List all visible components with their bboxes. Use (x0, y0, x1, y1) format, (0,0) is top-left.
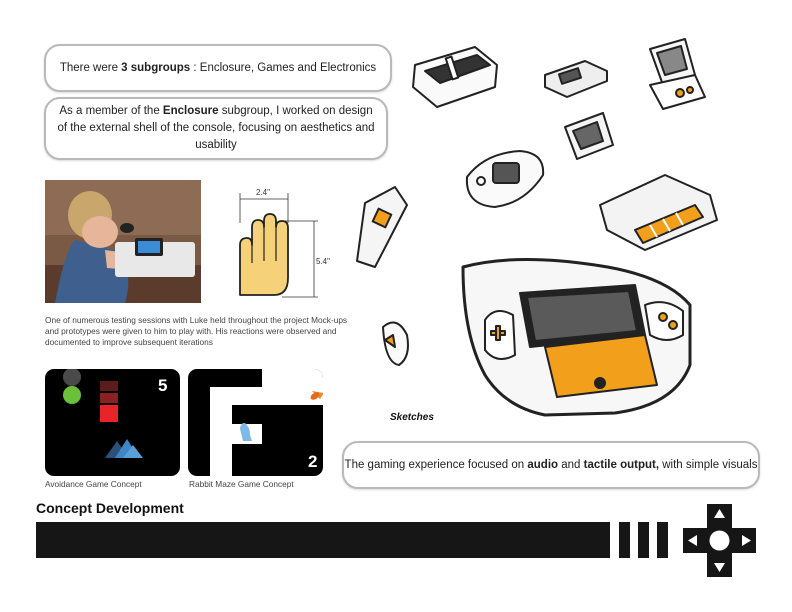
subgroups-text-after: : Enclosure, Games and Electronics (190, 61, 377, 74)
footer-stripe (657, 522, 668, 558)
avoidance-game-label: Avoidance Game Concept (45, 479, 142, 489)
enclosure-text-bold: Enclosure (162, 105, 219, 117)
footer-stripe (638, 522, 649, 558)
hand-width-label: 2.4" (256, 188, 270, 197)
rabbit-maze-game-label: Rabbit Maze Game Concept (189, 479, 294, 489)
experience-text-after: with simple visuals (659, 458, 758, 471)
enclosure-text-before: As a member of the (59, 105, 163, 117)
rabbit-maze-level: 2 (308, 452, 318, 471)
experience-bold-audio: audio (527, 458, 559, 471)
dpad-icon (683, 504, 756, 577)
avoidance-game-screen (45, 369, 180, 476)
enclosure-callout (44, 97, 388, 160)
footer-stripe (619, 522, 630, 558)
experience-callout (342, 441, 760, 489)
testing-session-photo (45, 180, 201, 303)
rabbit-maze-game-screen (188, 369, 323, 476)
console-sketches (345, 35, 765, 435)
avoidance-score: 5 (158, 376, 168, 395)
testing-caption: One of numerous testing sessions with Luke held throughout the project Mock-ups and prototypes were given to him to play with. His reactions were observed and documented to improve subsequent iterations (45, 315, 348, 347)
subgroups-callout (44, 44, 392, 92)
experience-bold-tactile: tactile output, (583, 458, 660, 471)
enclosure-text-after: subgroup, I worked on design of the external shell of the console, focusing on aesthetics and usability (57, 105, 375, 151)
footer-bar (36, 522, 610, 558)
subgroups-text-before: There were (59, 61, 122, 74)
experience-text-middle: and (558, 458, 584, 471)
subgroups-text-bold: 3 subgroups (121, 61, 191, 74)
experience-text-before: The gaming experience focused on (344, 458, 528, 471)
section-title: Concept Development (36, 500, 184, 516)
hand-height-label: 5.4" (316, 257, 330, 266)
hand-measurement-diagram (222, 183, 342, 313)
sketches-label: Sketches (390, 412, 434, 423)
